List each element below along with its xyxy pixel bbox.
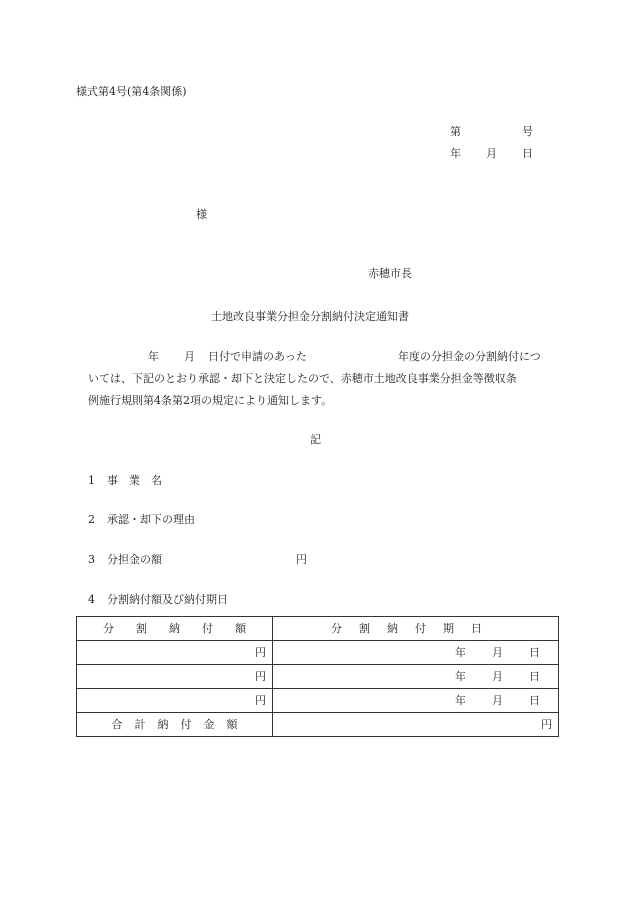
item-4-label: 分割納付額及び納付期日 (107, 593, 228, 606)
date-cell: 年 月 日 (273, 641, 559, 665)
ki-heading: 記 (310, 433, 321, 446)
total-amount-cell: 円 (273, 713, 559, 737)
form-number: 様式第4号(第4条関係) (76, 85, 187, 98)
header-installment-amount: 分 割 納 付 額 (77, 617, 273, 641)
sender: 赤穂市長 (368, 267, 412, 280)
body-text-2: 年度の分担金の分割納付につ (398, 350, 541, 363)
doc-number-go: 号 (522, 125, 533, 138)
doc-number-dai: 第 (450, 125, 461, 138)
item-1-number: 1 (88, 474, 95, 487)
item-2-label: 承認・却下の理由 (107, 513, 195, 526)
body-line-2: いては、下記のとおり承認・却下と決定したので、赤穂市土地改良事業分担金等徴収条 (88, 372, 517, 385)
item-1-label: 事 業 名 (107, 474, 162, 487)
header-due-date: 分 割 納 付 期 日 (273, 617, 559, 641)
body-year: 年 (148, 350, 159, 363)
item-3-label: 分担金の額 (107, 553, 162, 566)
item-3-unit: 円 (296, 553, 307, 566)
item-4-number: 4 (88, 593, 95, 606)
table-total-row (77, 713, 559, 737)
installment-table (76, 616, 559, 737)
item-2-number: 2 (88, 513, 95, 526)
table-row (77, 665, 559, 689)
body-text-1: 日付で申請のあった (208, 350, 307, 363)
date-cell: 年 月 日 (273, 689, 559, 713)
table-row (77, 641, 559, 665)
amount-cell: 円 (77, 641, 273, 665)
date-cell: 年 月 日 (273, 665, 559, 689)
amount-cell: 円 (77, 665, 273, 689)
doc-date-year: 年 (450, 147, 461, 160)
item-3-number: 3 (88, 553, 95, 566)
body-month: 月 (184, 350, 195, 363)
addressee-suffix: 様 (196, 208, 207, 221)
table-header-row (77, 617, 559, 641)
total-label: 合 計 納 付 金 額 (77, 713, 273, 737)
body-line-3: 例施行規則第4条第2項の規定により通知します。 (88, 394, 333, 407)
document-title: 土地改良事業分担金分割納付決定通知書 (211, 310, 409, 323)
doc-date-month: 月 (486, 147, 497, 160)
amount-cell: 円 (77, 689, 273, 713)
table-row (77, 689, 559, 713)
doc-date-day: 日 (522, 147, 533, 160)
